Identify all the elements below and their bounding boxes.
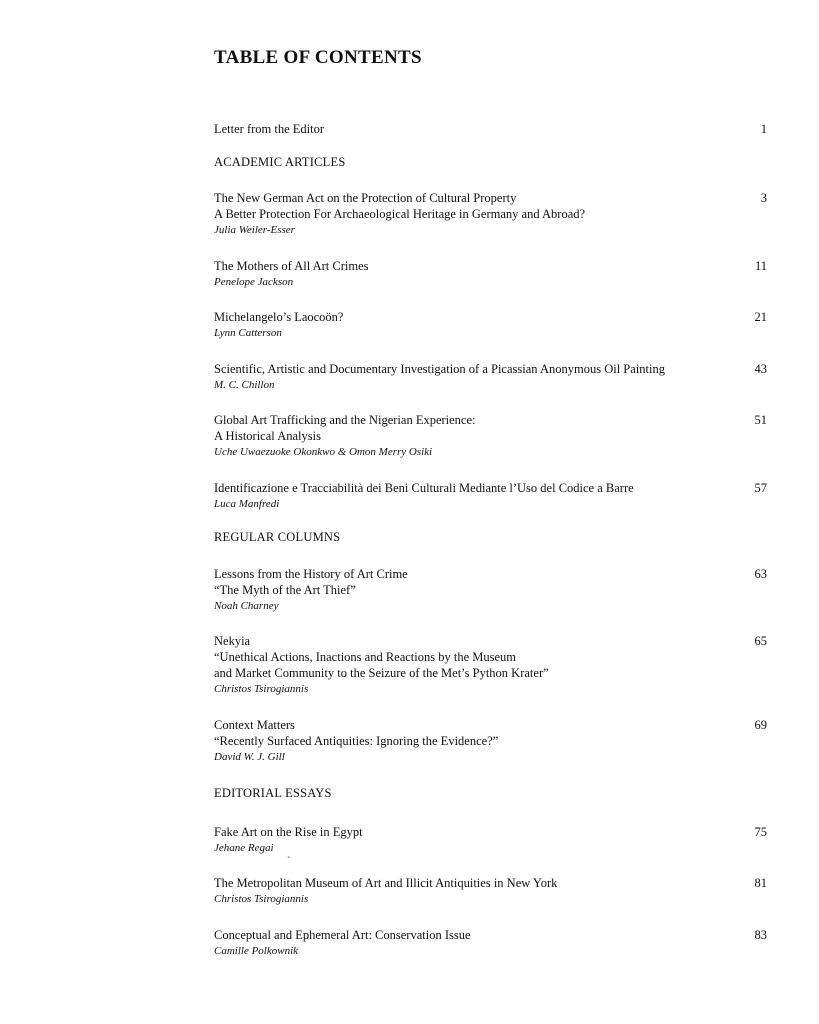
toc-entry-author: M. C. Chillon [214, 379, 275, 391]
toc-entry-title: Conceptual and Ephemeral Art: Conservation Issue [214, 928, 471, 942]
toc-page-number: 75 [754, 825, 767, 839]
toc-page-number: 65 [754, 634, 767, 648]
toc-entry-title: Scientific, Artistic and Documentary Investigation of a Picassian Anonymous Oil Painting [214, 362, 665, 376]
section-heading-editorial: EDITORIAL ESSAYS [214, 786, 332, 800]
stray-mark: ` [287, 856, 291, 867]
toc-entry-author: Penelope Jackson [214, 276, 294, 288]
toc-entry-author: Camille Polkownik [214, 945, 299, 957]
toc-page-number: 51 [754, 413, 767, 427]
toc-entry-title: Global Art Trafficking and the Nigerian Experience: [214, 413, 476, 427]
toc-entry-title: Lessons from the History of Art Crime [214, 567, 408, 581]
toc-entry-subtitle: “The Myth of the Art Thief” [214, 583, 356, 597]
toc-page-number: 3 [760, 191, 767, 205]
toc-entry-author: Lynn Catterson [214, 327, 282, 339]
toc-entry-author: Uche Uwaezuoke Okonkwo & Omon Merry Osiki [214, 446, 433, 458]
toc-entry-title: The Metropolitan Museum of Art and Illicit Antiquities in New York [214, 876, 558, 890]
toc-page-number: 83 [754, 928, 767, 942]
toc-entry-title: Context Matters [214, 718, 295, 732]
toc-entry-author: Jehane Regai [214, 842, 274, 854]
toc-page-number: 11 [754, 259, 767, 273]
toc-page-number: 1 [760, 122, 767, 136]
toc-entry-author: Luca Manfredi [214, 498, 280, 510]
toc-page-number: 21 [754, 310, 767, 324]
toc-entry-title: The New German Act on the Protection of Cultural Property [214, 191, 517, 205]
toc-entry-author: Christos Tsirogiannis [214, 893, 309, 905]
toc-page-number: 81 [754, 876, 767, 890]
toc-entry-title: Letter from the Editor [214, 122, 325, 136]
toc-entry-title: The Mothers of All Art Crimes [214, 259, 369, 273]
toc-page-number: 43 [754, 362, 767, 376]
toc-entry-title: Identificazione e Tracciabilità dei Beni Culturali Mediante l’Uso del Codice a Barre [214, 481, 634, 495]
toc-entry-author: Julia Weiler-Esser [214, 224, 295, 236]
toc-entry-subtitle: “Unethical Actions, Inactions and Reactions by the Museum [214, 650, 517, 664]
toc-entry-title: Michelangelo’s Laocoön? [214, 310, 344, 324]
toc-entry-author: Noah Charney [214, 600, 279, 612]
toc-page-number: 57 [754, 481, 767, 495]
toc-page-number: 69 [754, 718, 767, 732]
toc-entry-subtitle: and Market Community to the Seizure of the Met’s Python Krater” [214, 666, 549, 680]
section-heading-regular: REGULAR COLUMNS [214, 530, 341, 544]
toc-entry-author: David W. J. Gill [214, 751, 285, 763]
page-title: TABLE OF CONTENTS [214, 47, 422, 68]
toc-entry-subtitle: A Better Protection For Archaeological Heritage in Germany and Abroad? [214, 207, 586, 221]
toc-entry-title: Fake Art on the Rise in Egypt [214, 825, 363, 839]
toc-page-number: 63 [754, 567, 767, 581]
toc-entry-author: Christos Tsirogiannis [214, 683, 309, 695]
toc-entry-subtitle: A Historical Analysis [214, 429, 321, 443]
section-heading-academic: ACADEMIC ARTICLES [214, 155, 346, 169]
toc-entry-subtitle: “Recently Surfaced Antiquities: Ignoring the Evidence?” [214, 734, 499, 748]
toc-entry-title: Nekyia [214, 634, 251, 648]
